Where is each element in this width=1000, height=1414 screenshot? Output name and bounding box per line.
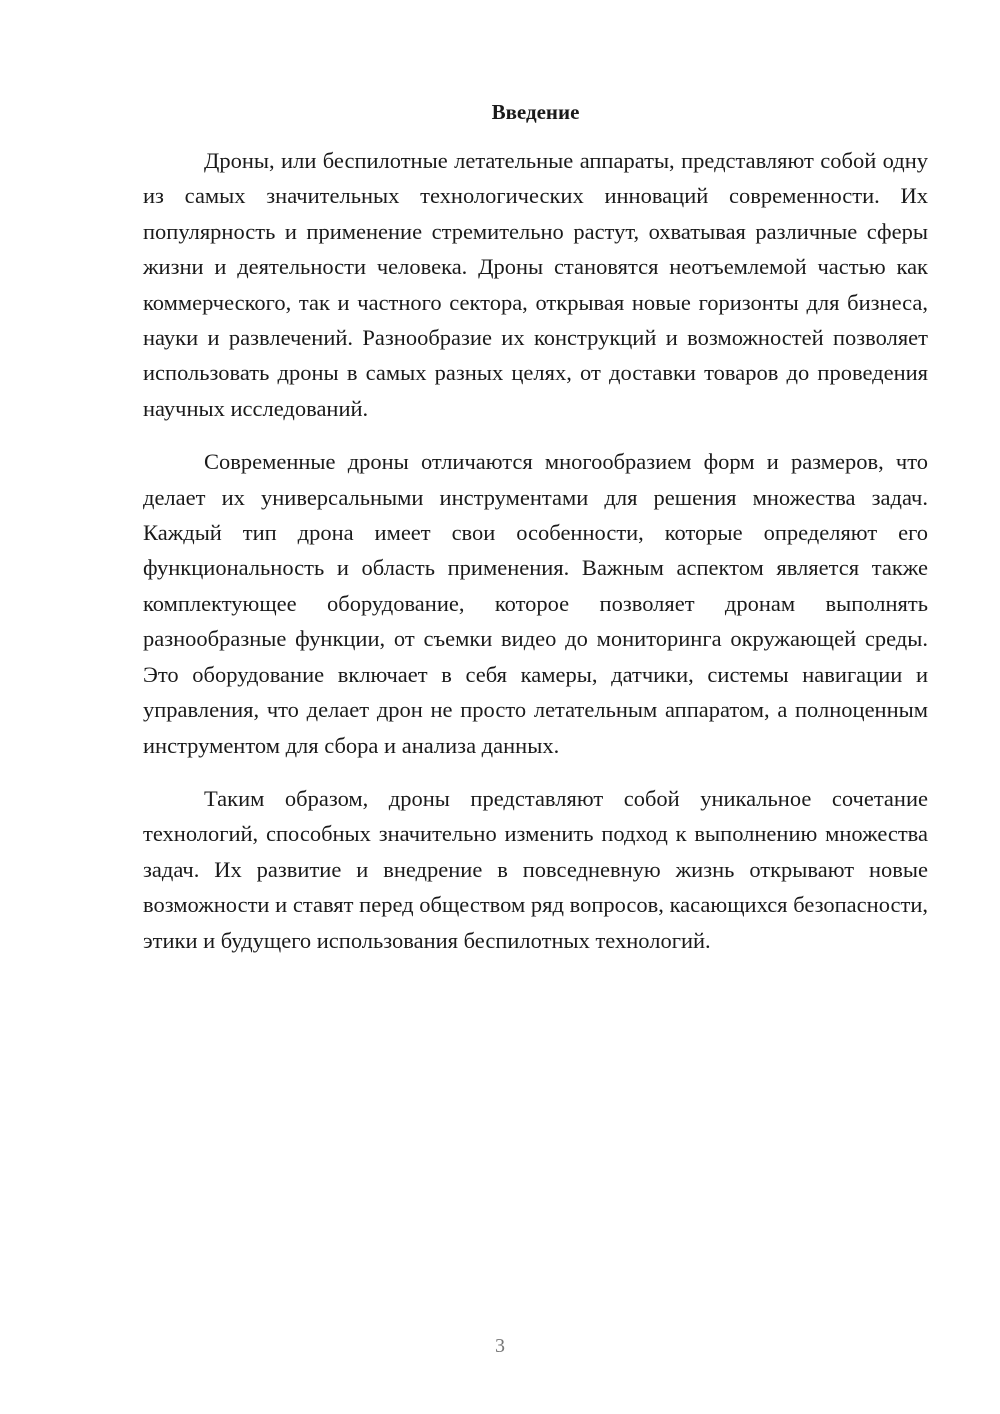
page-number: 3: [495, 1335, 505, 1357]
section-title: Введение: [491, 100, 580, 124]
paragraph-intro: Дроны, или беспилотные летательные аппараты, представляют собой одну из самых значительных технологических инноваций современности. Их популярность и применение стремительно растут, охватывая различные сферы жизни и деятельности человека. Дроны становятся неотъемлемой частью как коммерческого, так и частного сектора, открывая новые горизонты для бизнеса, науки и развлечений. Разнообразие их конструкций и возможностей позволяет использовать дроны в самых разных целях, от доставки товаров до проведения научных исследований.: [143, 148, 928, 421]
paragraph-conclusion: Таким образом, дроны представляют собой уникальное сочетание технологий, способных значительно изменить подход к выполнению множества задач. Их развитие и внедрение в повседневную жизнь открывают новые возможности и ставят перед обществом ряд вопросов, касающихся безопасности, этики и будущего использования беспилотных технологий.: [143, 785, 928, 953]
paragraph-forms: Современные дроны отличаются многообразием форм и размеров, что делает их универсальными инструментами для решения множества задач. Каждый тип дрона имеет свои особенности, которые определяют его функциональность и область применения. Важным аспектом является также комплектующее оборудование, которое позволяет дронам выполнять разнообразные функции, от съемки видео до мониторинга окружающей среды. Это оборудование включает в себя камеры, датчики, системы навигации и управления, что делает дрон не просто летательным аппаратом, а полноценным инструментом для сбора и анализа данных.: [143, 449, 928, 758]
body-text: [143, 143, 928, 976]
